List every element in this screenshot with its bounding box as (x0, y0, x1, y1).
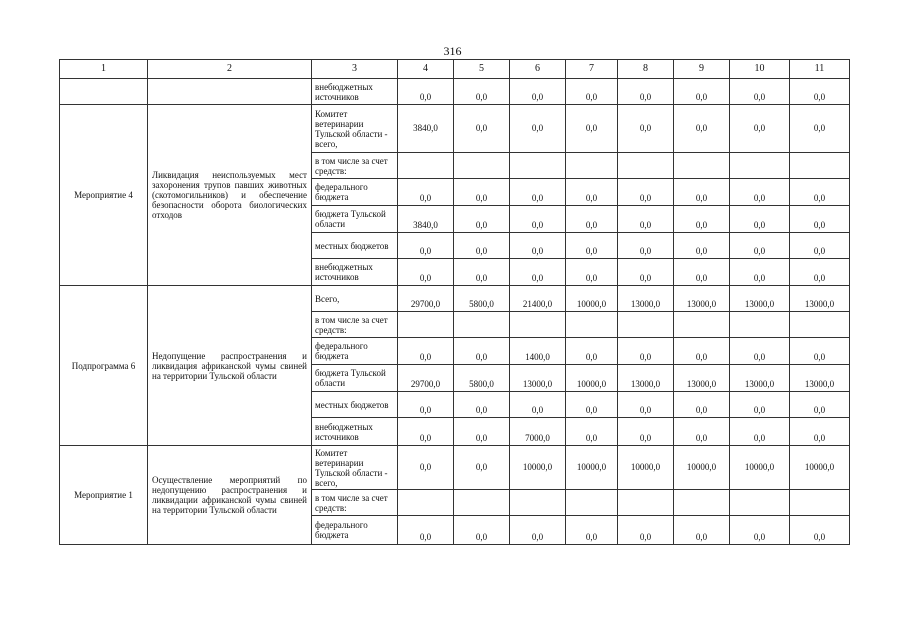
column-header: 8 (618, 60, 674, 79)
value-cell: 29700,0 (398, 365, 454, 392)
value-cell: 0,0 (398, 259, 454, 286)
value-cell: 0,0 (398, 446, 454, 490)
value-cell: 0,0 (566, 338, 618, 365)
funding-source-cell: в том числе за счет средств: (312, 153, 398, 179)
value-cell (398, 490, 454, 516)
value-cell: 0,0 (674, 233, 730, 259)
column-header: 7 (566, 60, 618, 79)
column-header: 9 (674, 60, 730, 79)
row-description-cell: Недопущение распространения и ликвидация африканской чумы свиней на территории Тульской области (148, 286, 312, 446)
value-cell: 0,0 (674, 206, 730, 233)
value-cell: 13000,0 (674, 365, 730, 392)
value-cell: 0,0 (566, 105, 618, 153)
funding-source-cell: бюджета Тульской области (312, 206, 398, 233)
funding-source-cell: бюджета Тульской области (312, 365, 398, 392)
value-cell: 10000,0 (566, 286, 618, 312)
column-header: 11 (790, 60, 850, 79)
value-cell (674, 153, 730, 179)
value-cell: 0,0 (790, 516, 850, 545)
value-cell: 0,0 (454, 206, 510, 233)
value-cell: 7000,0 (510, 418, 566, 446)
value-cell: 0,0 (510, 392, 566, 418)
value-cell: 0,0 (566, 179, 618, 206)
row-description-cell: Ликвидация неиспользуемых мест захоронения трупов павших животных (скотомогильников) и обеспечение безопасности оборота биологических отходов (148, 105, 312, 286)
column-header: 6 (510, 60, 566, 79)
value-cell: 0,0 (398, 418, 454, 446)
row-title-cell: Мероприятие 1 (60, 446, 148, 545)
value-cell: 0,0 (790, 392, 850, 418)
table-row (60, 105, 850, 153)
value-cell: 0,0 (618, 179, 674, 206)
value-cell: 13000,0 (790, 286, 850, 312)
value-cell: 0,0 (454, 79, 510, 105)
value-cell: 0,0 (566, 392, 618, 418)
funding-source-cell: внебюджетных источников (312, 79, 398, 105)
value-cell: 0,0 (730, 392, 790, 418)
value-cell: 0,0 (454, 446, 510, 490)
value-cell: 0,0 (510, 233, 566, 259)
funding-source-cell: в том числе за счет средств: (312, 312, 398, 338)
value-cell: 0,0 (790, 233, 850, 259)
value-cell: 0,0 (618, 79, 674, 105)
value-cell (618, 490, 674, 516)
value-cell: 0,0 (454, 259, 510, 286)
value-cell: 0,0 (730, 259, 790, 286)
table-row (60, 79, 850, 105)
value-cell: 10000,0 (566, 365, 618, 392)
value-cell (398, 312, 454, 338)
value-cell (510, 312, 566, 338)
budget-table (59, 59, 850, 545)
value-cell: 0,0 (790, 206, 850, 233)
value-cell: 0,0 (398, 338, 454, 365)
row-title-cell: Подпрограмма 6 (60, 286, 148, 446)
column-header: 2 (148, 60, 312, 79)
value-cell: 0,0 (510, 259, 566, 286)
value-cell: 0,0 (454, 392, 510, 418)
funding-source-cell: Комитет ветеринарии Тульской области - всего, (312, 446, 398, 490)
value-cell: 13000,0 (790, 365, 850, 392)
value-cell (730, 490, 790, 516)
row-title-cell: Мероприятие 4 (60, 105, 148, 286)
value-cell: 5800,0 (454, 286, 510, 312)
value-cell: 0,0 (674, 105, 730, 153)
row-description-cell (148, 79, 312, 105)
funding-source-cell: Всего, (312, 286, 398, 312)
funding-source-cell: в том числе за счет средств: (312, 490, 398, 516)
value-cell: 0,0 (674, 338, 730, 365)
value-cell: 13000,0 (674, 286, 730, 312)
funding-source-cell: местных бюджетов (312, 233, 398, 259)
value-cell: 0,0 (454, 105, 510, 153)
value-cell: 13000,0 (618, 365, 674, 392)
value-cell: 13000,0 (730, 286, 790, 312)
value-cell: 0,0 (618, 338, 674, 365)
value-cell: 0,0 (730, 206, 790, 233)
value-cell: 0,0 (730, 233, 790, 259)
value-cell (454, 490, 510, 516)
funding-source-cell: внебюджетных источников (312, 259, 398, 286)
value-cell: 0,0 (730, 418, 790, 446)
value-cell: 0,0 (454, 338, 510, 365)
value-cell: 0,0 (566, 79, 618, 105)
value-cell: 0,0 (674, 259, 730, 286)
value-cell: 0,0 (454, 233, 510, 259)
value-cell: 0,0 (566, 233, 618, 259)
value-cell: 0,0 (566, 418, 618, 446)
value-cell: 0,0 (566, 259, 618, 286)
value-cell: 0,0 (730, 79, 790, 105)
funding-source-cell: внебюджетных источников (312, 418, 398, 446)
value-cell: 0,0 (730, 516, 790, 545)
column-header: 10 (730, 60, 790, 79)
value-cell: 0,0 (730, 179, 790, 206)
value-cell: 0,0 (674, 79, 730, 105)
value-cell: 5800,0 (454, 365, 510, 392)
funding-source-cell: федерального бюджета (312, 338, 398, 365)
value-cell (790, 490, 850, 516)
value-cell: 0,0 (618, 392, 674, 418)
value-cell: 0,0 (454, 418, 510, 446)
value-cell: 10000,0 (730, 446, 790, 490)
value-cell: 0,0 (790, 105, 850, 153)
header-row (60, 60, 850, 79)
column-header: 4 (398, 60, 454, 79)
table-row (60, 446, 850, 490)
column-header: 3 (312, 60, 398, 79)
value-cell: 0,0 (674, 418, 730, 446)
value-cell: 0,0 (618, 233, 674, 259)
value-cell (398, 153, 454, 179)
value-cell (510, 153, 566, 179)
value-cell: 0,0 (674, 392, 730, 418)
value-cell: 29700,0 (398, 286, 454, 312)
row-title-cell (60, 79, 148, 105)
table-body (60, 60, 850, 545)
funding-source-cell: федерального бюджета (312, 179, 398, 206)
value-cell: 10000,0 (510, 446, 566, 490)
value-cell (566, 153, 618, 179)
value-cell: 0,0 (398, 516, 454, 545)
value-cell: 13000,0 (618, 286, 674, 312)
funding-source-cell: местных бюджетов (312, 392, 398, 418)
value-cell: 13000,0 (730, 365, 790, 392)
value-cell: 0,0 (510, 79, 566, 105)
value-cell: 0,0 (398, 79, 454, 105)
value-cell (454, 312, 510, 338)
value-cell: 0,0 (618, 206, 674, 233)
value-cell: 0,0 (618, 418, 674, 446)
value-cell: 13000,0 (510, 365, 566, 392)
value-cell: 3840,0 (398, 206, 454, 233)
value-cell: 10000,0 (566, 446, 618, 490)
value-cell: 0,0 (510, 179, 566, 206)
value-cell: 0,0 (618, 259, 674, 286)
value-cell: 0,0 (790, 179, 850, 206)
value-cell: 0,0 (510, 105, 566, 153)
value-cell: 0,0 (566, 516, 618, 545)
value-cell (730, 312, 790, 338)
value-cell: 0,0 (790, 338, 850, 365)
value-cell: 0,0 (618, 516, 674, 545)
value-cell: 21400,0 (510, 286, 566, 312)
value-cell (566, 312, 618, 338)
value-cell: 10000,0 (618, 446, 674, 490)
value-cell: 0,0 (674, 179, 730, 206)
table-row (60, 286, 850, 312)
value-cell (618, 153, 674, 179)
value-cell: 10000,0 (790, 446, 850, 490)
value-cell: 0,0 (790, 79, 850, 105)
value-cell (790, 312, 850, 338)
value-cell: 0,0 (510, 516, 566, 545)
value-cell: 0,0 (618, 105, 674, 153)
funding-source-cell: Комитет ветеринарии Тульской области - всего, (312, 105, 398, 153)
value-cell: 0,0 (454, 179, 510, 206)
value-cell (566, 490, 618, 516)
value-cell: 0,0 (398, 233, 454, 259)
value-cell: 3840,0 (398, 105, 454, 153)
value-cell: 0,0 (398, 392, 454, 418)
value-cell: 0,0 (730, 338, 790, 365)
row-description-cell: Осуществление мероприятий по недопущению распространения и ликвидации африканской чумы свиней на территории Тульской области (148, 446, 312, 545)
value-cell (618, 312, 674, 338)
value-cell: 0,0 (510, 206, 566, 233)
value-cell: 10000,0 (674, 446, 730, 490)
value-cell (454, 153, 510, 179)
value-cell (674, 490, 730, 516)
value-cell: 1400,0 (510, 338, 566, 365)
value-cell: 0,0 (790, 418, 850, 446)
value-cell: 0,0 (454, 516, 510, 545)
value-cell: 0,0 (790, 259, 850, 286)
value-cell: 0,0 (674, 516, 730, 545)
value-cell (730, 153, 790, 179)
value-cell: 0,0 (398, 179, 454, 206)
page-number: 316 (443, 44, 462, 58)
value-cell: 0,0 (730, 105, 790, 153)
value-cell (790, 153, 850, 179)
funding-source-cell: федерального бюджета (312, 516, 398, 545)
column-header: 1 (60, 60, 148, 79)
value-cell (674, 312, 730, 338)
column-header: 5 (454, 60, 510, 79)
value-cell: 0,0 (566, 206, 618, 233)
value-cell (510, 490, 566, 516)
